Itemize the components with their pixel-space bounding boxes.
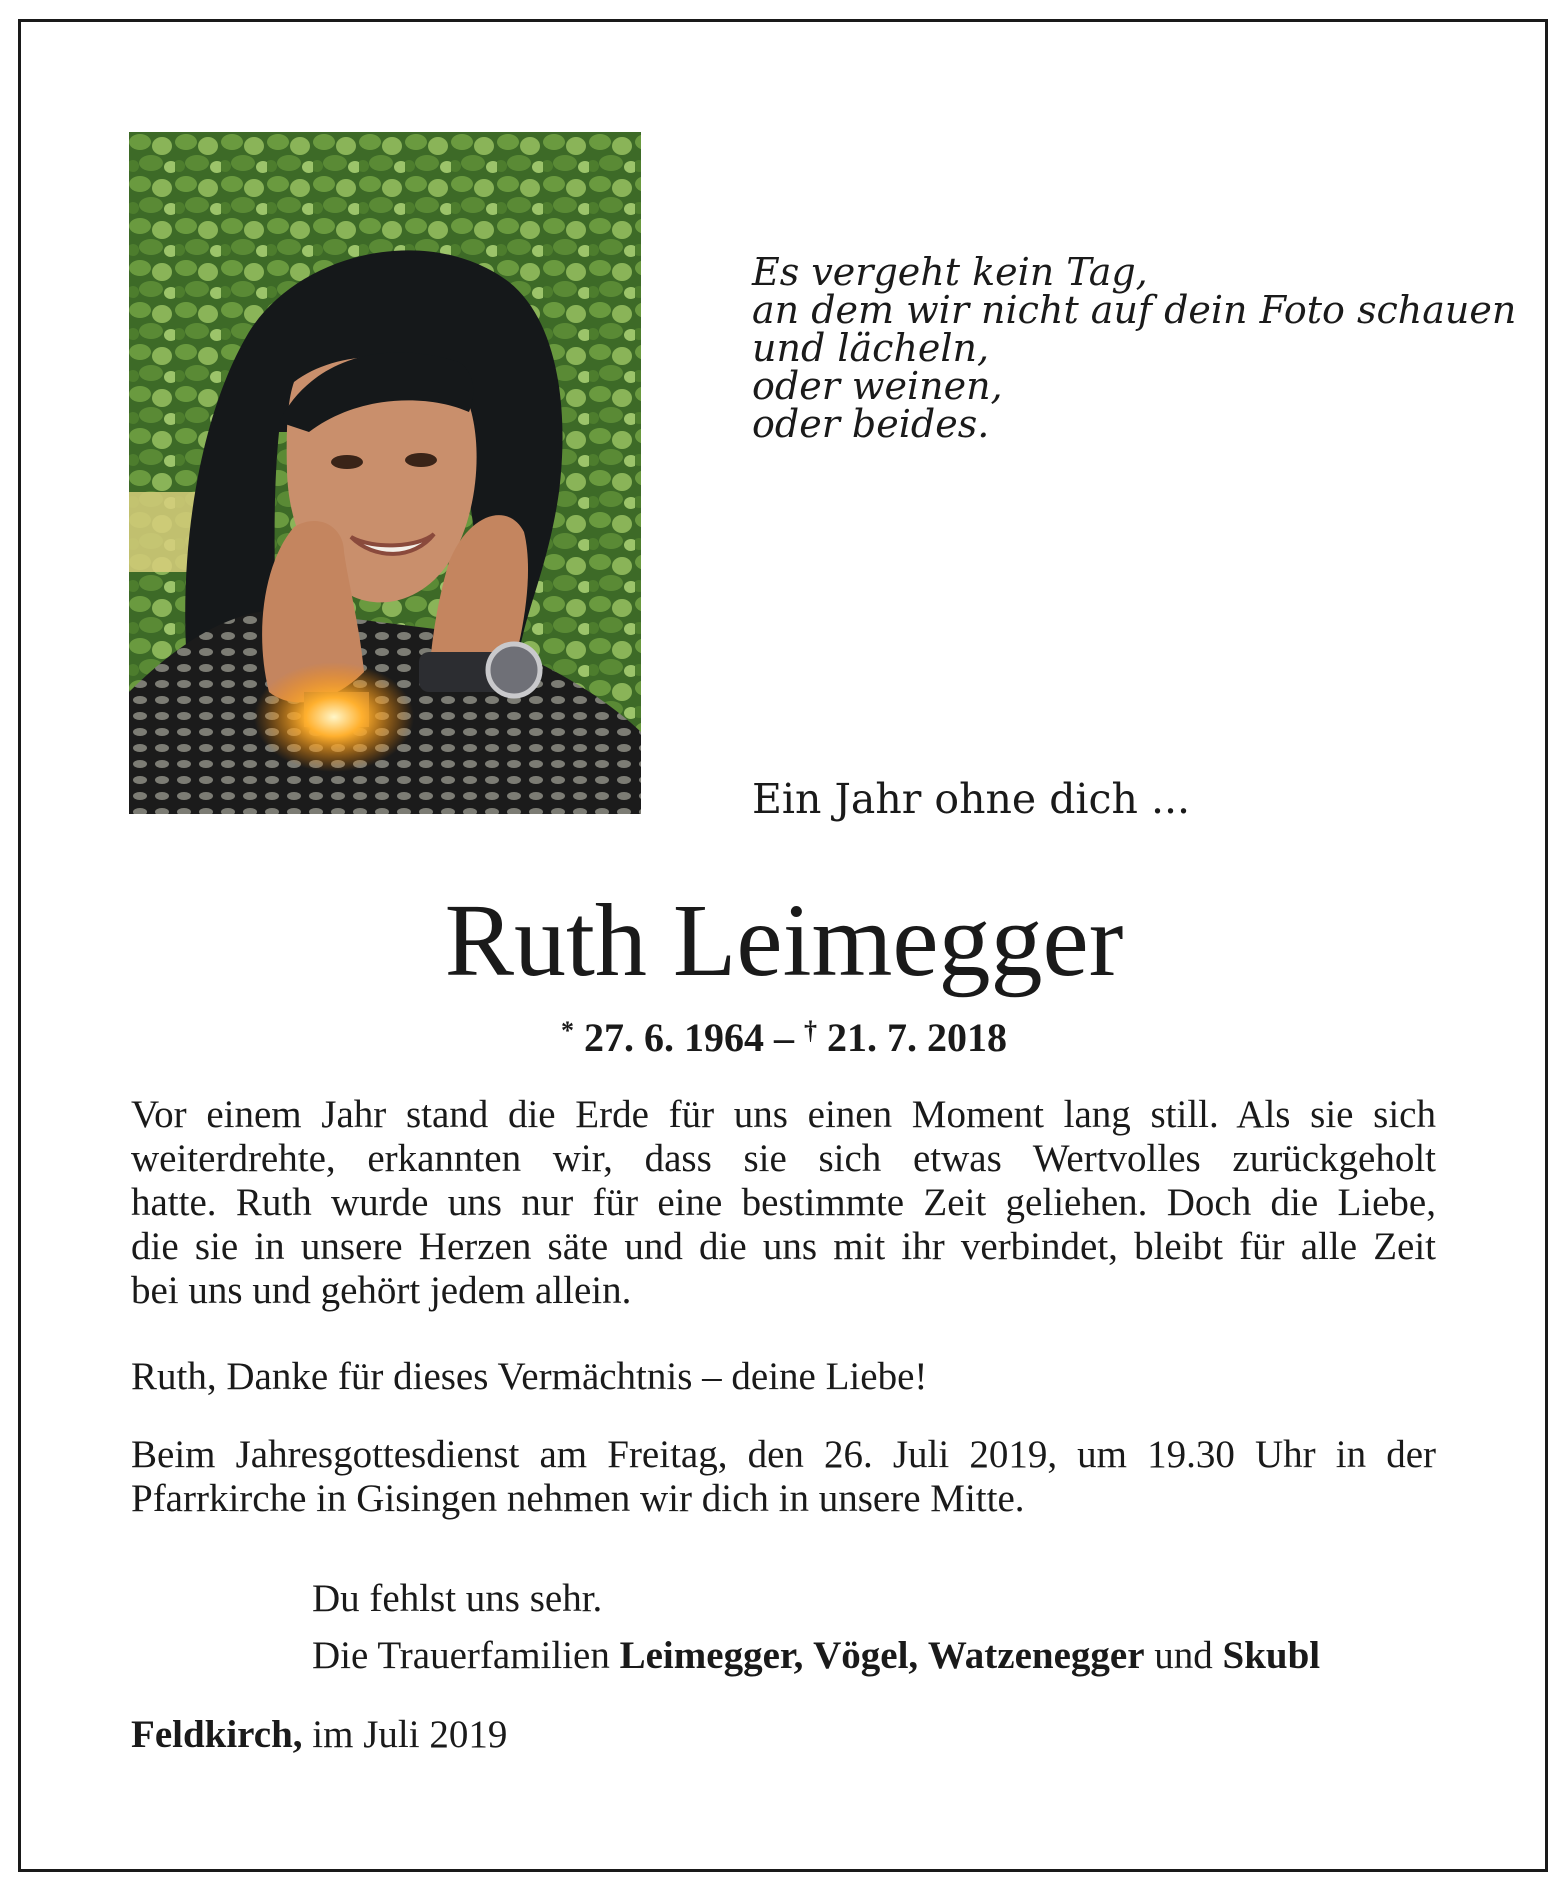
poem bbox=[752, 250, 1517, 446]
poem-line: oder beides. bbox=[752, 402, 990, 446]
family-name: Vögel, bbox=[813, 1634, 919, 1677]
portrait-photo bbox=[129, 132, 641, 814]
birth-date: 27. 6. 1964 bbox=[584, 1015, 764, 1060]
poem-line: Es vergeht kein Tag, bbox=[752, 250, 1148, 294]
place: Feldkirch, bbox=[131, 1713, 303, 1756]
paragraph-line: Ruth, Danke für dieses Vermächtnis – deine Liebe! bbox=[131, 1355, 928, 1398]
family-name: Watzenegger bbox=[927, 1634, 1145, 1677]
poem-line: an dem wir nicht auf dein Foto schauen bbox=[752, 288, 1517, 332]
families-conjunction: und bbox=[1144, 1634, 1223, 1677]
paragraph-line: Vor einem Jahr stand die Erde für uns einen Moment lang still. Als sie sich bbox=[131, 1093, 1436, 1136]
mourning-families bbox=[312, 1627, 1320, 1684]
closing-block bbox=[312, 1570, 1320, 1684]
paragraph-line: hatte. Ruth wurde uns nur für eine bestimmte Zeit geliehen. Doch die Liebe, bbox=[131, 1181, 1436, 1224]
paragraph-line: bei uns und gehört jedem allein. bbox=[131, 1269, 632, 1312]
memorial-paragraph bbox=[131, 1093, 1436, 1313]
place-date bbox=[131, 1710, 507, 1760]
service-paragraph bbox=[131, 1433, 1436, 1521]
family-name: Leimegger, bbox=[619, 1634, 804, 1677]
family-name: Skubl bbox=[1222, 1634, 1321, 1677]
closing-line: Du fehlst uns sehr. bbox=[312, 1577, 603, 1620]
death-mark: † bbox=[804, 1016, 817, 1045]
deceased-name: Ruth Leimegger bbox=[444, 883, 1124, 998]
intro-line: Ein Jahr ohne dich ... bbox=[752, 775, 1191, 823]
paragraph-line: Beim Jahresgottesdienst am Freitag, den 26. Juli 2019, um 19.30 Uhr in der bbox=[131, 1433, 1436, 1476]
date-text: im Juli 2019 bbox=[302, 1713, 508, 1756]
birth-mark: * bbox=[561, 1016, 574, 1045]
poem-line: oder weinen, bbox=[752, 364, 1003, 408]
thanks-paragraph bbox=[131, 1355, 1436, 1399]
date-separator: – bbox=[764, 1015, 804, 1060]
families-prefix: Die Trauerfamilien bbox=[312, 1634, 620, 1677]
death-date: 21. 7. 2018 bbox=[827, 1015, 1007, 1060]
life-dates bbox=[0, 1006, 1568, 1063]
poem-line: und lächeln, bbox=[752, 326, 990, 370]
paragraph-line: die sie in unsere Herzen säte und die uns mit ihr verbindet, bleibt für alle Zeit bbox=[131, 1225, 1436, 1268]
paragraph-line: weiterdrehte, erkannten wir, dass sie sich etwas Wertvolles zurückgeholt bbox=[131, 1137, 1436, 1180]
paragraph-line: Pfarrkirche in Gisingen nehmen wir dich in unsere Mitte. bbox=[131, 1477, 1025, 1520]
